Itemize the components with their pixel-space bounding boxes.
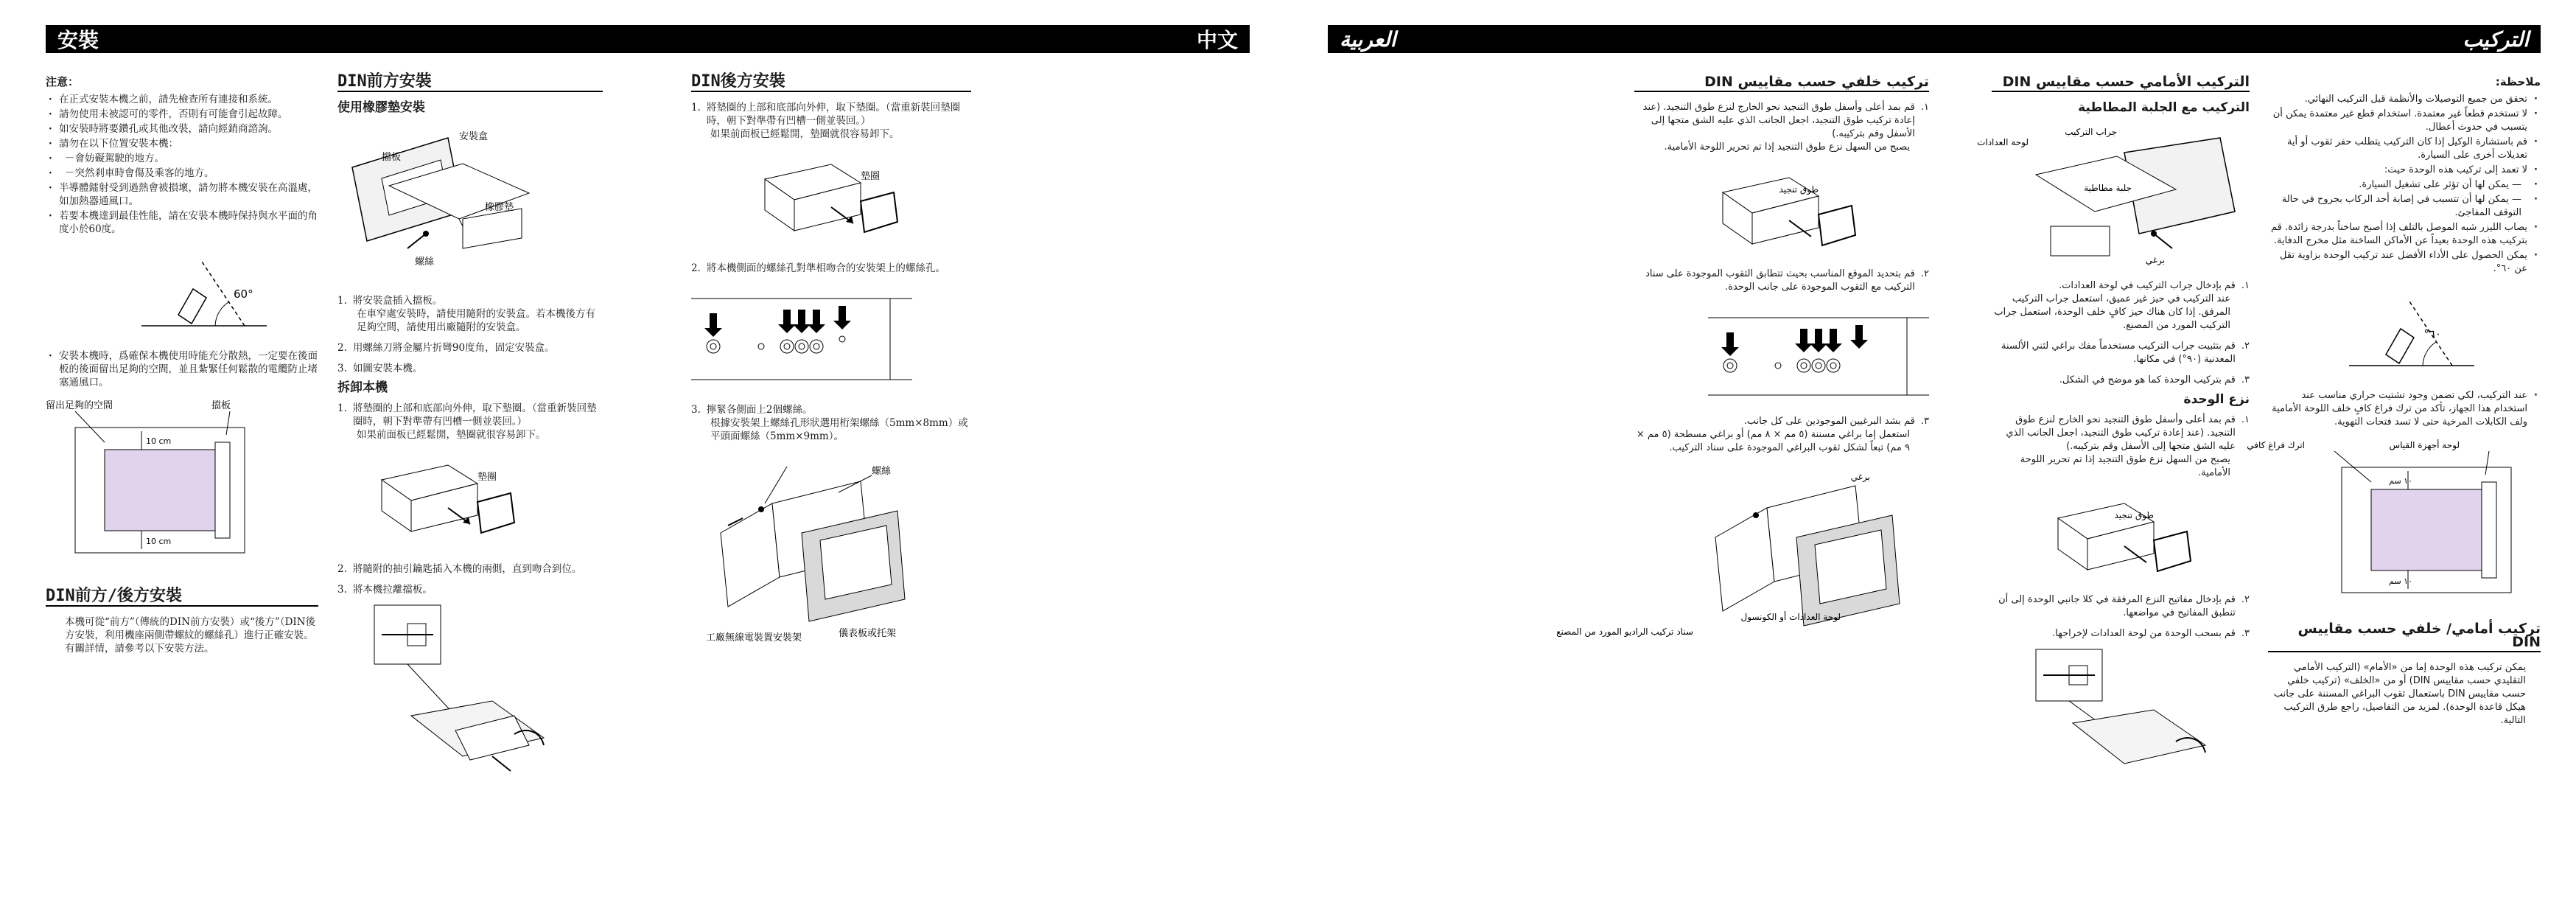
front-steps [337,294,603,375]
space-label: اترك فراغ كافي [2247,440,2305,450]
step: ١. قم بمد أعلى وأسفل طوق التنجيد نحو الخارج لنزع طوق التنجيد. (عند إعادة تركيب طوق التنجيد، اجعل الجانب الذي عليه الشق متجها إلى الأسفل وقم بتركيبه.) يصبح من السهل نزع طوق التنجيد إذا تم تحرير اللوحة الأمامية. [2006,414,2250,478]
front-rear-text: يمكن تركيب هذه الوحدة إما من «الأمام» (التركيب الأمامي التقليدي حسب مقاييس DIN) أو من «الخلف» (تركيب خلفي حسب مقاييس DIN باستعمال ثقوب البراغي المسننة على جانب هيكل قاعدة الوحدة). لمزيد من التفاصيل، راجع طرق التركيب التالية. [2273,662,2526,726]
step: ٢. قم بإدخال مفاتيح النزع المرفقة في كلا جانبي الوحدة إلى أن تنطبق المفاتيح في مواضعها. [1998,594,2250,618]
notes-list-2 [46,349,318,389]
step: 1. 將安裝盒插入擋板。 在車窄處安裝時，請使用隨附的安裝盒。若本機後方有足夠空間，請使用出廠隨附的安裝盒。 [337,295,595,333]
trim-label: 墊圈 [477,472,497,483]
rear-steps-3 [1634,415,1929,455]
notes-list-2 [2268,389,2541,429]
notes-list [46,93,318,236]
front-rear-text: 有關詳情，請參考以下安裝方法。 [65,643,214,655]
page-title: 安裝 [57,28,99,52]
step: 1. 將墊圈的上部和底部向外伸，取下墊圈。（當重新裝回墊圈時，朝下對準帶有凹槽一側並裝回。） 如果前面板已經鬆開，墊圈就很容易卸下。 [337,402,597,441]
removal-title: نزع الوحدة [2183,392,2250,407]
page-arabic [1288,0,2576,914]
header-bar [46,25,1250,53]
ventilation-diagram [46,398,318,560]
note-item: · 安裝本機時，爲確保本機使用時能充分散熱，一定要在後面板的後面留出足夠的空間，並且紮緊任何鬆散的電纜防止堵塞通風口。 [46,349,318,389]
label-screw: برغي [2145,255,2165,265]
label-dash: 儀表板或托架 [839,628,897,639]
rear-steps-2 [1634,268,1929,294]
step: 2. 用螺絲刀將金屬片折彎90度角，固定安裝盒。 [337,342,555,354]
label-bush: 橡膠墊 [485,202,514,213]
rear-trim-diagram [750,150,971,253]
rear-bracket-diagram [1556,464,1929,641]
note-item: · 請勿在以下位置安裝本機： [46,137,318,150]
note-subitem: · －會妨礙駕駛的地方。 [46,152,318,165]
notes-column [2247,75,2541,728]
rubber-bush-subtitle: 使用橡膠墊安裝 [337,100,425,115]
step: 2. 將本機側面的螺絲孔對準相吻合的安裝架上的螺絲孔。 [691,262,945,274]
removal-steps-2 [337,562,603,596]
label-bracket: 工廠無線電裝置安裝架 [706,632,802,643]
din-rear-title: تركيب خلفي حسب مقاييس DIN [1634,75,1929,92]
note-item: · 請勿使用未被認可的零件，否則有可能會引起故障。 [46,108,318,121]
rear-trim-label: طوق تنجيد [1779,184,1819,195]
step: ٣. قم بشد البرغيين الموجودين على كل جانب. استعمل إما براغي مسننة (٥ مم × ٨ مم) أو براغي مسطحة (٥ مم × ٩ مم) تبعاً لشكل ثقوب البراغي الموجودة على سناد التركيب. [1636,416,1929,453]
rear-trim-label: 墊圈 [861,171,881,182]
rubber-bush-subtitle: التركيب مع الجلبة المطاطية [2078,100,2250,115]
removal-steps [337,402,603,442]
note-item: · 若要本機達到最佳性能，請在安裝本機時保持與水平面的角度小於60度。 [46,209,318,236]
rear-steps-2 [691,262,971,275]
label-panel: 擋板 [382,152,402,163]
note-item: · 如安裝時將要鑽孔或其他改裝，請向經銷商諮詢。 [46,122,318,136]
note-subitem: · — يمكن لها أن تتسبب في إصابة أحد الركاب بجروح في حالة التوقف المفاجئ. [2268,193,2541,220]
front-rear-section [2268,622,2541,728]
removal-title: 拆卸本機 [337,380,388,395]
label-screw: برغي [1850,472,1870,482]
note-subitem: · — يمكن لها أن تؤثر على تشغيل السيارة. [2268,178,2541,192]
note-subitem: · －突然剎車時會傷及乘客的地方。 [46,167,318,180]
step: ٢. قم بتثبيت جراب التركيب مستخدماً مفك براغي لثني الألسنة المعدنية (٩٠°) في مكانها. [2001,341,2250,365]
label-sleeve: جراب التركيب [2065,127,2117,137]
front-rear-section [46,587,318,655]
note-item: · لا تستخدم قطعاً غير معتمدة. استخدام قطع غير معتمدة يمكن أن يتسبب في حدوث أعطال. [2268,108,2541,134]
label-panel: لوحة العدادات [1977,137,2029,147]
step: ٣. قم بسحب الوحدة من لوحة العدادات لإخراجها. [2052,628,2250,639]
note-item: · 半導體鐳射受到過熱會被損壞，請勿將本機安裝在高溫處，如加熱器通風口。 [46,181,318,208]
din-front-title: التركيب الأمامي حسب مقاييس DIN [1992,75,2250,92]
cm-bottom-label: 10 cm [146,537,172,546]
step: 1. 將墊圈的上部和底部向外伸，取下墊圈。（當重新裝回墊圈時，朝下對準帶有凹槽一側並裝回。） 如果前面板已經鬆開，墊圈就很容易卸下。 [691,102,961,140]
extraction-key-diagram [1992,649,2220,767]
din-rear-column [691,72,971,652]
note-item: · عند التركيب، لكي تضمن وجود تشتيت حراري مناسب عند استخدام هذا الجهاز، تأكد من ترك فراغ كافٍ خلف اللوحة الأمامية ولف الكابلات المرخية حتى لا تسد فتحات التهوية. [2268,389,2541,429]
page-title: التركيب [2463,27,2529,52]
extraction-key-diagram [367,605,603,775]
step: 3. 如圖安裝本機。 [337,363,423,374]
label-screw: 螺絲 [872,466,892,477]
panel-label: 擋板 [211,400,231,411]
notes-column [46,75,318,655]
notes-title: ملاحظة: [2495,75,2541,88]
din-rear-title: DIN後方安裝 [691,75,971,92]
label-sleeve: 安裝盒 [459,131,489,142]
sleeve-install-diagram [337,123,603,285]
rear-steps-1 [691,101,971,141]
step: ١. قم بمد أعلى وأسفل طوق التنجيد نحو الخارج لنزع طوق التنجيد. (عند إعادة تركيب طوق التنجيد، اجعل الجانب الذي عليه الشق متجها إلى الأسفل وقم بتركيبه.) يصبح من السهل نزع طوق التنجيد إذا تم تحرير اللوحة الأمامية. [1642,102,1929,153]
label-screw: 螺絲 [415,257,435,268]
cm-bottom-label: ١٠ سم [2389,576,2412,586]
panel-label: لوحة أجهزة القياس [2389,440,2460,450]
note-item: · يمكن الحصول على الأداء الأفضل عند تركيب الوحدة بزاوية تقل عن ٦٠°. [2268,249,2541,276]
front-steps [1992,279,2250,387]
step: ١. قم بإدخال جراب التركيب في لوحة العدادات. عند التركيب في حيز غير عميق، استعمل جراب التركيب المرفق. إذا كان هناك حيز كافٍ خلف الوحدة، استعمل جراب التركيب المورد من المصنع. [1994,280,2250,331]
label-dash: لوحة العدادات أو الكونسول [1740,612,1841,622]
front-rear-title: تركيب أمامي/ خلفي حسب مقاييس DIN [2268,622,2541,652]
trim-label: طوق تنجيد [2114,510,2154,520]
din-front-column [337,72,603,784]
front-rear-title: DIN前方/後方安裝 [46,590,318,607]
rear-steps-3 [691,403,971,443]
language-label: 中文 [1196,28,1238,52]
removal-steps-2 [1992,593,2250,641]
screw-hole-diagram [691,284,971,394]
screw-hole-diagram [1634,303,1929,406]
note-item: · لا تعمد إلى تركيب هذه الوحدة حيث: [2268,164,2541,177]
angle-diagram [134,245,318,341]
rear-bracket-diagram [691,452,971,643]
removal-steps [1992,414,2250,480]
label-bracket: سناد تركيب الراديو المورد من المصنع [1556,627,1693,637]
cm-top-label: 10 cm [146,436,172,446]
language-label: العربية [1340,27,1396,52]
angle-label: 60° [234,287,253,301]
label-bush: جلبة مطاطية [2084,183,2132,193]
step: 2. 將隨附的抽引鑰匙插入本機的兩側，直到吻合到位。 [337,563,582,575]
step: 3. 擰緊各側面上2個螺絲。 根據安裝架上螺絲孔形狀選用桁架螺絲（5mm×8mm）或平頭面螺絲（5mm×9mm）。 [691,404,968,442]
step: 3. 將本機拉離擋板。 [337,584,433,596]
angle-label: ٦٠° [2423,327,2441,341]
din-front-title: DIN前方安裝 [337,75,603,92]
sleeve-install-diagram [1977,123,2250,271]
note-item: · يصاب الليزر شبه الموصل بالتلف إذا أصبح ساخناً بدرجة زائدة. قم بتركيب هذه الوحدة بعيداً عن الأماكن الساخنة مثل مخرج الدفاية. [2268,221,2541,248]
trim-ring-diagram [367,450,603,554]
note-item: · 在正式安裝本機之前，請先檢查所有連接和系統。 [46,93,318,106]
step: ٣. قم بتركيب الوحدة كما هو موضح في الشكل. [2059,374,2250,386]
din-front-column [1977,74,2250,776]
rear-trim-diagram [1634,163,1870,259]
space-label: 留出足夠的空間 [46,400,113,411]
notes-title: 注意： [46,75,80,88]
step: ٢. قم بتحديد الموقع المناسب بحيث تتطابق الثقوب الموجودة على سناد التركيب مع الثقوب الموجودة على جانب الوحدة. [1645,268,1929,293]
notes-list [2268,93,2541,276]
header-bar [1328,25,2541,53]
note-item: · تحقق من جميع التوصيلات والأنظمة قبل التركيب النهائي. [2268,93,2541,106]
front-rear-text: 本機可從“前方”（傳統的DIN前方安裝）或“後方”（DIN後方安裝，利用機座兩側帶螺紋的螺絲孔）進行正確安裝。 [65,616,316,641]
din-rear-column [1556,74,1929,649]
trim-ring-diagram [1992,489,2205,585]
note-item: · قم باستشارة الوكيل إذا كان التركيب يتطلب حفر ثقوب أو أية تعديلات أخرى على السيارة. [2268,136,2541,162]
rear-steps-1 [1634,101,1929,154]
ventilation-diagram [2247,438,2541,600]
cm-top-label: ١٠ سم [2389,476,2412,486]
angle-diagram [2268,285,2482,380]
